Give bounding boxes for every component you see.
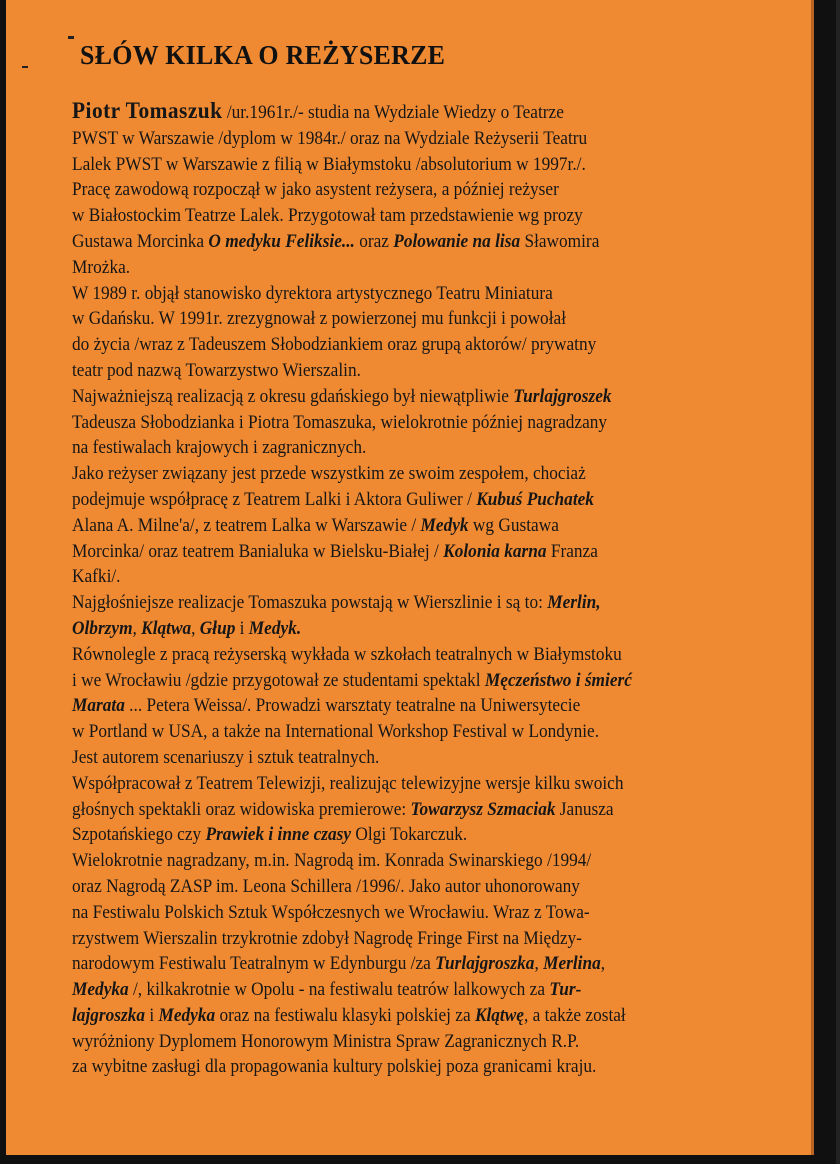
text-fragment: Olgi Tokarczuk. [351, 824, 468, 846]
text-fragment: , a także został [523, 1004, 626, 1026]
work-title: Męczeństwo i śmierć [484, 669, 632, 691]
text-fragment: /, kilkakrotnie w Opolu - na festiwalu teatrów lalkowych za [128, 979, 550, 1001]
text-fragment: Janusza [555, 798, 614, 820]
text-line: Jest autorem scenariuszy i sztuk teatralnych. [72, 746, 380, 768]
text-fragment: wg Gustawa [468, 514, 559, 536]
text-line: /ur.1961r./- studia na Wydziale Wiedzy o Teatrze [222, 102, 564, 123]
paragraph-turlajgroszek [72, 384, 771, 461]
work-title: Merlina [543, 953, 601, 975]
text-line: w Gdańsku. W 1991r. zrezygnował z powierzonej mu funkcji i powołał [72, 308, 567, 330]
text-line: w Białostockim Teatrze Lalek. Przygotował tam przedstawienie wg prozy [72, 205, 583, 227]
scan-edge [836, 0, 840, 1164]
text-line: Równolegle z pracą reżyserską wykłada w szkołach teatralnych w Białymstoku [72, 643, 622, 665]
page-title: SŁÓW KILKA O REŻYSERZE [80, 40, 446, 70]
text-fragment: i we Wrocławiu /gdzie przygotował ze studentami spektakl [72, 669, 485, 691]
paragraph-teaching [72, 642, 771, 771]
document-body [72, 98, 771, 1080]
work-title: O medyku Feliksie... [208, 230, 355, 252]
work-title: Kubuś Puchatek [476, 488, 594, 510]
text-line: Lalek PWST w Warszawie z filią w Białymstoku /absolutorium w 1997r./. [72, 153, 586, 175]
text-line: Pracę zawodową rozpoczął w jako asystent reżysera, a później reżyser [72, 179, 559, 201]
text-line: Mrożka. [72, 256, 131, 278]
text-line: rzystwem Wierszalin trzykrotnie zdobył Nagrodę Fringe First na Między- [72, 927, 582, 949]
text-fragment: Sławomira [520, 230, 600, 252]
text-line: PWST w Warszawie /dyplom w 1984r./ oraz na Wydziale Reżyserii Teatru [72, 127, 588, 149]
work-title: Towarzysz Szmaciak [410, 798, 556, 820]
text-line: za wybitne zasługi dla propagowania kultury polskiej poza granicami kraju. [72, 1056, 597, 1078]
text-line: wyróżniony Dyplomem Honorowym Ministra Spraw Zagranicznych R.P. [72, 1030, 580, 1052]
work-title: lajgroszka [72, 1004, 146, 1026]
paragraph-famous-works: Najgłośniejsze realizacje Tomaszuka powstają w Wierszlinie i są to: Merlin, Olbrzym, Klątwa, Głup i Medyk. [72, 592, 601, 639]
text-line: oraz Nagrodą ZASP im. Leona Schillera /1996/. Jako autor uhonorowany [72, 875, 580, 897]
work-title: Polowanie na lisa [393, 230, 521, 252]
document-page [6, 0, 814, 1155]
work-title: Medyka [158, 1004, 216, 1026]
text-fragment: oraz [354, 230, 394, 252]
text-line: Kafki/. [72, 566, 121, 588]
work-title: Prawiek i inne czasy [205, 824, 352, 846]
separator: , [534, 953, 544, 975]
work-title: Turlajgroszka [435, 953, 535, 975]
paragraph-collaborations [72, 461, 771, 590]
text-fragment: Alana A. Milne'a/, z teatrem Lalka w Warszawie / [72, 514, 421, 536]
text-line: Jako reżyser związany jest przede wszystkim ze swoim zespołem, chociaż [72, 463, 586, 485]
work-title: Kolonia karna [443, 540, 547, 562]
text-line: Wielokrotnie nagradzany, m.in. Nagrodą im. Konrada Swinarskiego /1994/ [72, 850, 592, 872]
text-fragment: Najważniejszą realizacją z okresu gdańskiego był niewątpliwie [72, 385, 514, 407]
text-fragment: głośnych spektakli oraz widowiska premierowe: [72, 798, 411, 820]
text-fragment: Morcinka/ oraz teatrem Banialuka w Bielsku-Białej / [72, 540, 444, 562]
text-line: na festiwalach krajowych i zagranicznych. [72, 437, 367, 459]
work-title: Turlajgroszek [513, 385, 612, 407]
text-line: Gustawa Morcinka [72, 230, 209, 252]
pen-mark [68, 36, 74, 39]
paragraph-gdansk [72, 281, 771, 384]
paragraph-bio [72, 98, 771, 281]
work-title: Głup [199, 617, 236, 639]
text-line: w Portland w USA, a także na International Workshop Festival w Londynie. [72, 721, 600, 743]
text-line: do życia /wraz z Tadeuszem Słobodziankiem oraz grupą aktorów/ prywatny [72, 334, 597, 356]
text-line: na Festiwalu Polskich Sztuk Współczesnych we Wrocławiu. Wraz z Towa- [72, 901, 590, 923]
work-title: Olbrzym [72, 617, 133, 639]
paragraph-awards [72, 848, 771, 1080]
text-fragment: oraz na festiwalu klasyki polskiej za [215, 1004, 475, 1026]
work-title: Klątwa [141, 617, 192, 639]
work-title: Tur- [549, 979, 582, 1001]
work-title: Medyka [72, 979, 129, 1001]
text-line: W 1989 r. objął stanowisko dyrektora artystycznego Teatru Miniatura [72, 282, 553, 304]
text-fragment: Szpotańskiego czy [72, 824, 206, 846]
pen-mark [22, 66, 28, 68]
paragraph-television [72, 771, 771, 848]
work-title: Klątwę [474, 1004, 524, 1026]
separator: i [145, 1004, 159, 1026]
text-line: Współpracował z Teatrem Telewizji, realizując telewizyjne wersje kilku swoich [72, 772, 624, 794]
text-fragment: ... Petera Weissa/. Prowadzi warsztaty teatralne na Uniwersytecie [124, 695, 581, 717]
work-title: Merlin, [547, 592, 601, 614]
text-line: teatr pod nazwą Towarzystwo Wierszalin. [72, 359, 361, 381]
text-fragment: podejmuje współpracę z Teatrem Lalki i Aktora Guliwer / [72, 488, 477, 510]
author-name: Piotr Tomaszuk [72, 98, 223, 123]
text-fragment: Franza [546, 540, 598, 562]
work-title: Marata [72, 695, 125, 717]
separator: , [600, 953, 606, 975]
text-line: Tadeusza Słobodzianka i Piotra Tomaszuka, wielokrotnie później nagradzany [72, 411, 608, 433]
work-title: Medyk. [248, 617, 302, 639]
text-fragment: Najgłośniejsze realizacje Tomaszuka powstają w Wierszlinie i są to: [72, 592, 548, 614]
text-fragment: narodowym Festiwalu Teatralnym w Edynburgu /za [72, 953, 436, 975]
work-title: Medyk [420, 514, 469, 536]
